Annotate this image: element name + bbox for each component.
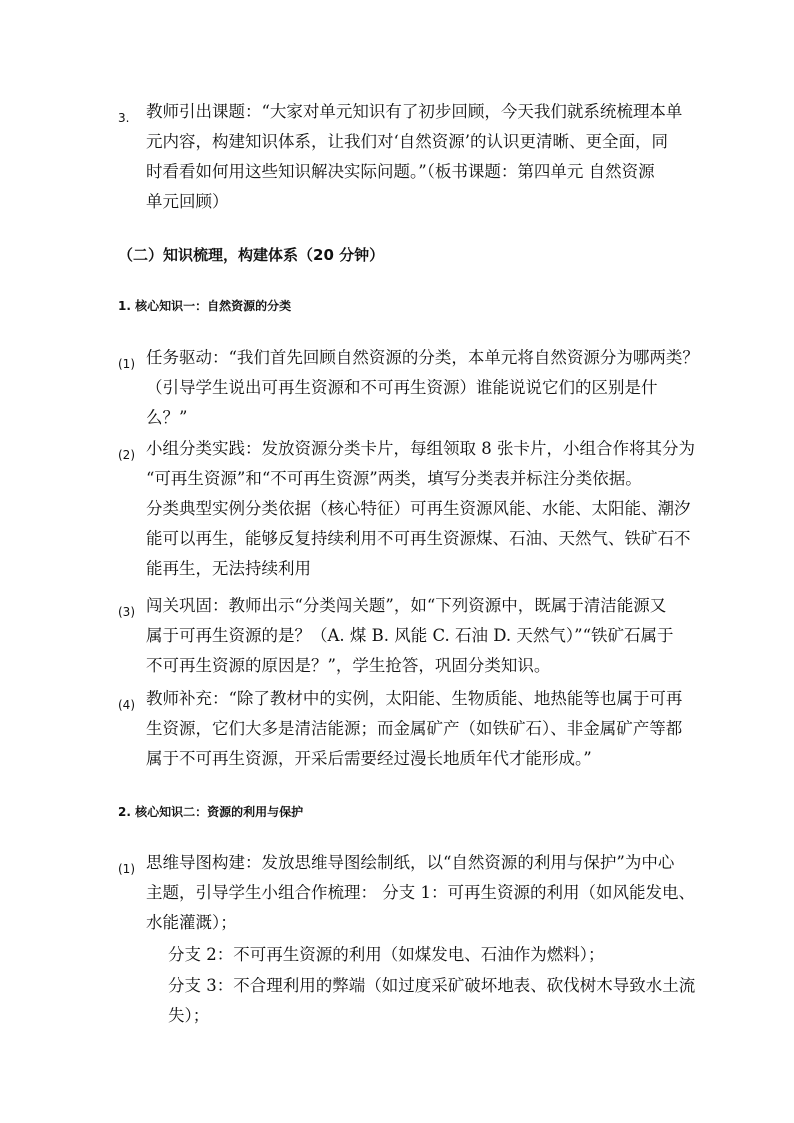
subsection-heading: 2. 核心知识二：资源的利用与保护 — [118, 805, 304, 819]
text-line: 分支 3：不合理利用的弊端（如过度采矿破坏地表、砍伐树木导致水土流 — [168, 976, 696, 995]
text-line: 属于可再生资源的是？（A. 煤 B. 风能 C. 石油 D. 天然气）”“铁矿石属于 — [146, 626, 674, 645]
text-line: 能可以再生，能够反复持续利用不可再生资源煤、石油、天然气、铁矿石不 — [146, 529, 691, 548]
text-line: 失）； — [168, 1006, 210, 1025]
branch-3 — [168, 971, 696, 1031]
branch-2 — [168, 940, 688, 970]
text-line: 闯关巩固：教师出示“分类闯关题”，如“下列资源中，既属于清洁能源又 — [146, 596, 667, 615]
list-number: (1) — [118, 862, 135, 876]
text-line: 不可再生资源的原因是？”，学生抢答，巩固分类知识。 — [146, 656, 551, 675]
paragraph — [146, 343, 699, 433]
subsection-heading: 1. 核心知识一：自然资源的分类 — [118, 299, 292, 313]
paragraph — [146, 684, 691, 774]
list-number: (3) — [118, 605, 135, 619]
text-line: 分支 2：不可再生资源的利用（如煤发电、石油作为燃料）； — [168, 945, 605, 964]
list-number: (4) — [118, 698, 135, 712]
text-line: 时看看如何用这些知识解决实际问题。”（板书课题：第四单元 自然资源 — [146, 162, 655, 181]
text-line: 教师引出课题：“大家对单元知识有了初步回顾，今天我们就系统梳理本单 — [146, 102, 683, 121]
text-line: 思维导图构建：发放思维导图绘制纸，以“自然资源的利用与保护”为中心 — [146, 853, 675, 872]
list-number: 3. — [118, 111, 130, 125]
text-line: 属于不可再生资源，开采后需要经过漫长地质年代才能形成。” — [146, 749, 592, 768]
text-line: 水能灌溉）； — [146, 913, 237, 932]
text-line: 教师补充：“除了教材中的实例，太阳能、生物质能、地热能等也属于可再 — [146, 689, 683, 708]
text-line: “可再生资源”和“不可再生资源”两类，填写分类表并标注分类依据。 — [146, 469, 642, 488]
list-number: (1) — [118, 357, 135, 371]
text-line: 生资源，它们大多是清洁能源；而金属矿产（如铁矿石）、非金属矿产等都 — [146, 719, 683, 738]
text-line: 主题，引导学生小组合作梳理： 分支 1：可再生资源的利用（如风能发电、 — [146, 883, 695, 902]
text-line: 元内容，构建知识体系，让我们对‘自然资源’的认识更清晰、更全面，同 — [146, 132, 668, 151]
text-line: 单元回顾） — [146, 192, 229, 211]
paragraph — [146, 434, 695, 584]
list-number: (2) — [118, 448, 135, 462]
section-heading: （二）知识梳理，构建体系（20 分钟） — [118, 246, 385, 264]
text-line: 小组分类实践：发放资源分类卡片，每组领取 8 张卡片，小组合作将其分为 — [146, 439, 695, 458]
text-line: 分类典型实例分类依据（核心特征）可再生资源风能、水能、太阳能、潮汐 — [146, 499, 691, 518]
text-line: 能再生，无法持续利用 — [146, 559, 311, 578]
text-line: 任务驱动：“我们首先回顾自然资源的分类，本单元将自然资源分为哪两类？ — [146, 348, 699, 367]
paragraph — [146, 97, 691, 217]
text-line: 么？” — [146, 408, 188, 427]
text-line: （引导学生说出可再生资源和不可再生资源）谁能说说它们的区别是什 — [146, 378, 658, 397]
paragraph — [146, 848, 695, 938]
paragraph — [146, 591, 691, 681]
